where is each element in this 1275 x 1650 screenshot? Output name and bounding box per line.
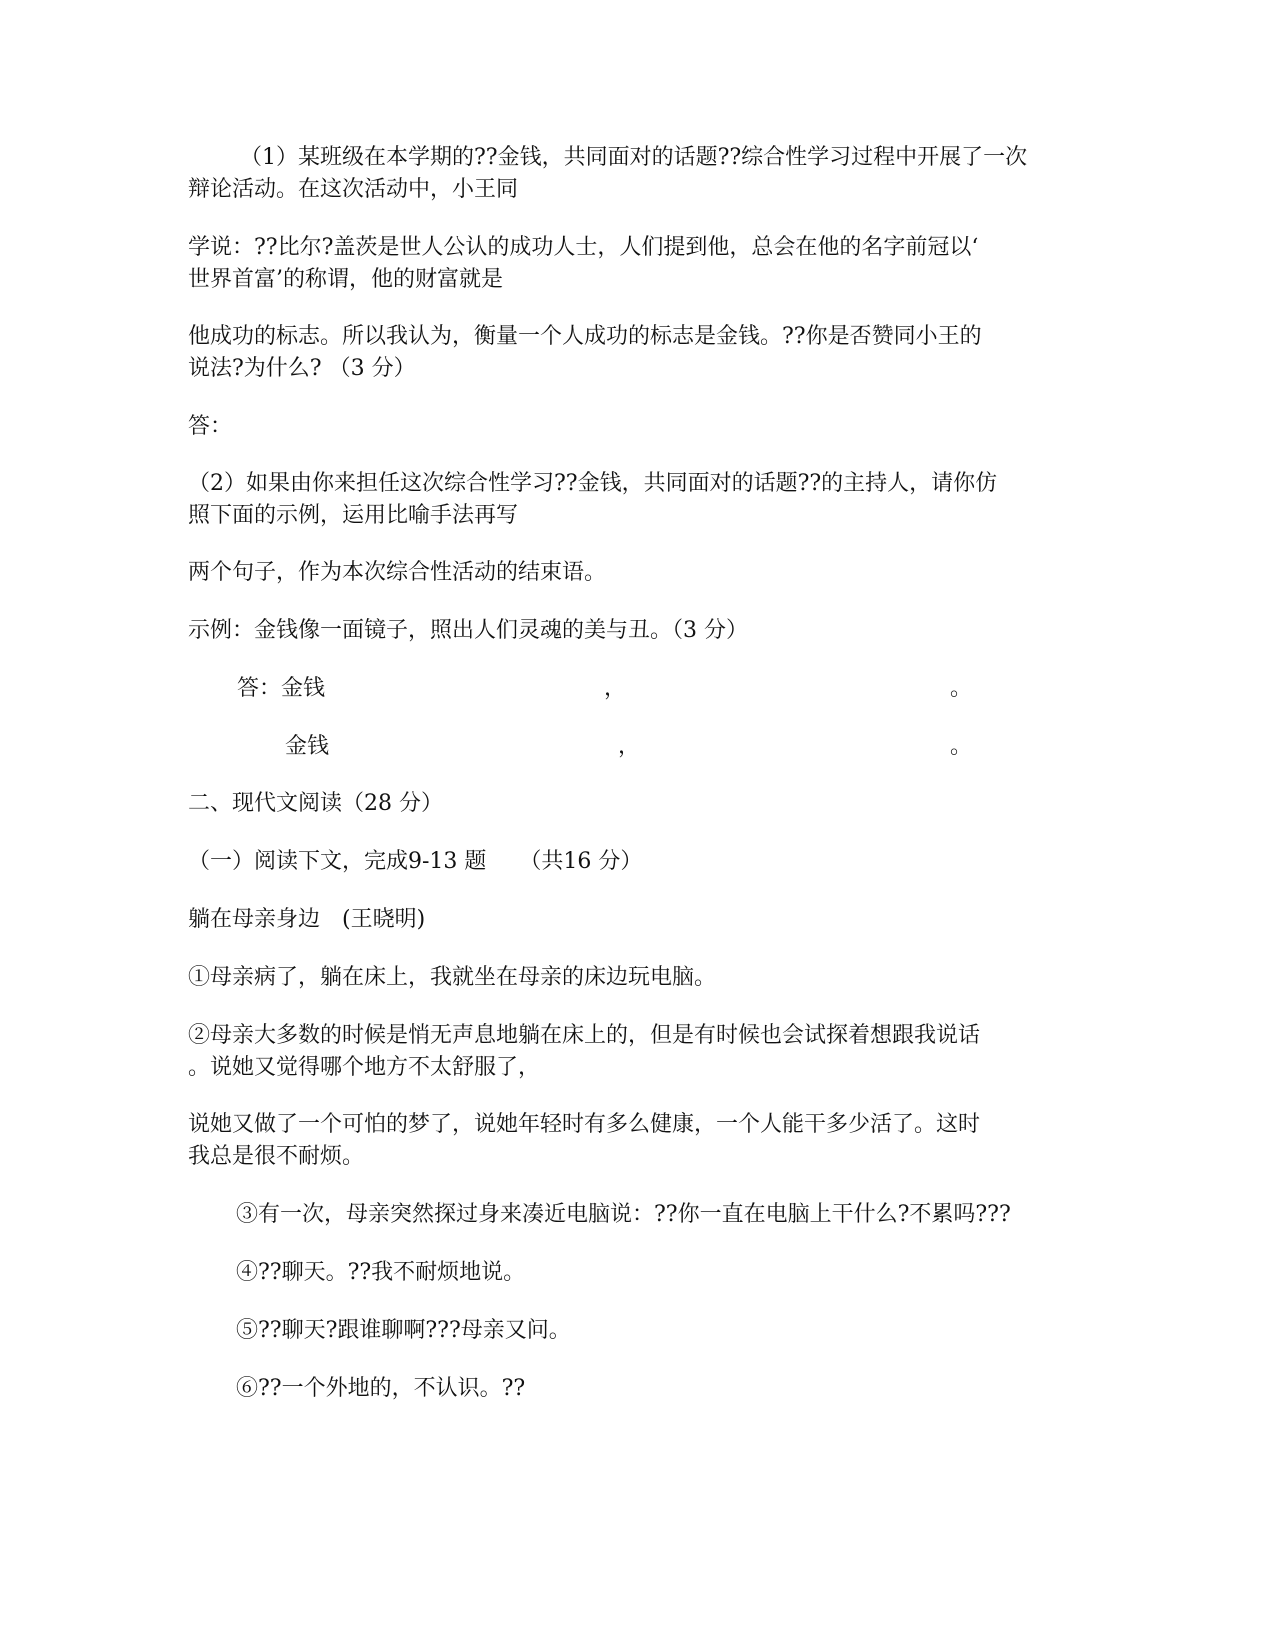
q1-line-4: 世界首富’的称谓，他的财富就是	[188, 267, 503, 292]
article-para-3: ③有一次，母亲突然探过身来凑近电脑说：??你一直在电脑上干什么?不累吗???	[236, 1202, 1011, 1227]
q2-answer-2-prefix: 金钱	[285, 734, 330, 759]
article-para-1: ①母亲病了，躺在床上，我就坐在母亲的床边玩电脑。	[188, 965, 717, 990]
article-para-2-line-3: 说她又做了一个可怕的梦了，说她年轻时有多么健康，一个人能干多少活了。这时	[188, 1112, 981, 1137]
q2-answer-2-comma: ，	[618, 734, 641, 759]
q1-line-3: 学说：??比尔?盖茨是世人公认的成功人士，人们提到他，总会在他的名字前冠以‘	[188, 235, 979, 260]
q2-answer-2-period: 。	[950, 734, 973, 759]
q2-line-3: 两个句子，作为本次综合性活动的结束语。	[188, 560, 607, 585]
q1-line-2: 辩论活动。在这次活动中，小王同	[188, 177, 519, 202]
q1-line-6: 说法?为什么? （3 分）	[188, 356, 416, 381]
article-para-4: ④??聊天。??我不耐烦地说。	[236, 1260, 526, 1285]
article-para-6: ⑥??一个外地的，不认识。??	[236, 1376, 526, 1401]
q1-line-1: （1）某班级在本学期的??金钱，共同面对的话题??综合性学习过程中开展了一次	[240, 145, 1028, 170]
q1-line-5: 他成功的标志。所以我认为，衡量一个人成功的标志是金钱。??你是否赞同小王的	[188, 324, 982, 349]
section-2-sub-heading: （一）阅读下文，完成9-13 题 （共16 分）	[188, 849, 643, 874]
q2-answer-1-comma: ，	[604, 676, 627, 701]
article-para-5: ⑤??聊天?跟谁聊啊???母亲又问。	[236, 1318, 571, 1343]
q2-answer-1-prefix: 答：金钱	[237, 676, 326, 701]
article-para-2-line-4: 我总是很不耐烦。	[188, 1144, 365, 1169]
q2-example: 示例：金钱像一面镜子，照出人们灵魂的美与丑。（3 分）	[188, 618, 748, 643]
q1-answer-label: 答：	[188, 414, 233, 439]
q2-answer-1-period: 。	[950, 676, 973, 701]
article-para-2-line-2: 。说她又觉得哪个地方不太舒服了，	[188, 1055, 541, 1080]
article-title: 躺在母亲身边 (王晓明)	[188, 907, 426, 932]
q2-line-2: 照下面的示例，运用比喻手法再写	[188, 503, 519, 528]
q2-line-1: （2）如果由你来担任这次综合性学习??金钱，共同面对的话题??的主持人，请你仿	[188, 471, 998, 496]
section-2-heading: 二、现代文阅读（28 分）	[188, 791, 443, 816]
article-para-2-line-1: ②母亲大多数的时候是悄无声息地躺在床上的，但是有时候也会试探着想跟我说话	[188, 1023, 981, 1048]
